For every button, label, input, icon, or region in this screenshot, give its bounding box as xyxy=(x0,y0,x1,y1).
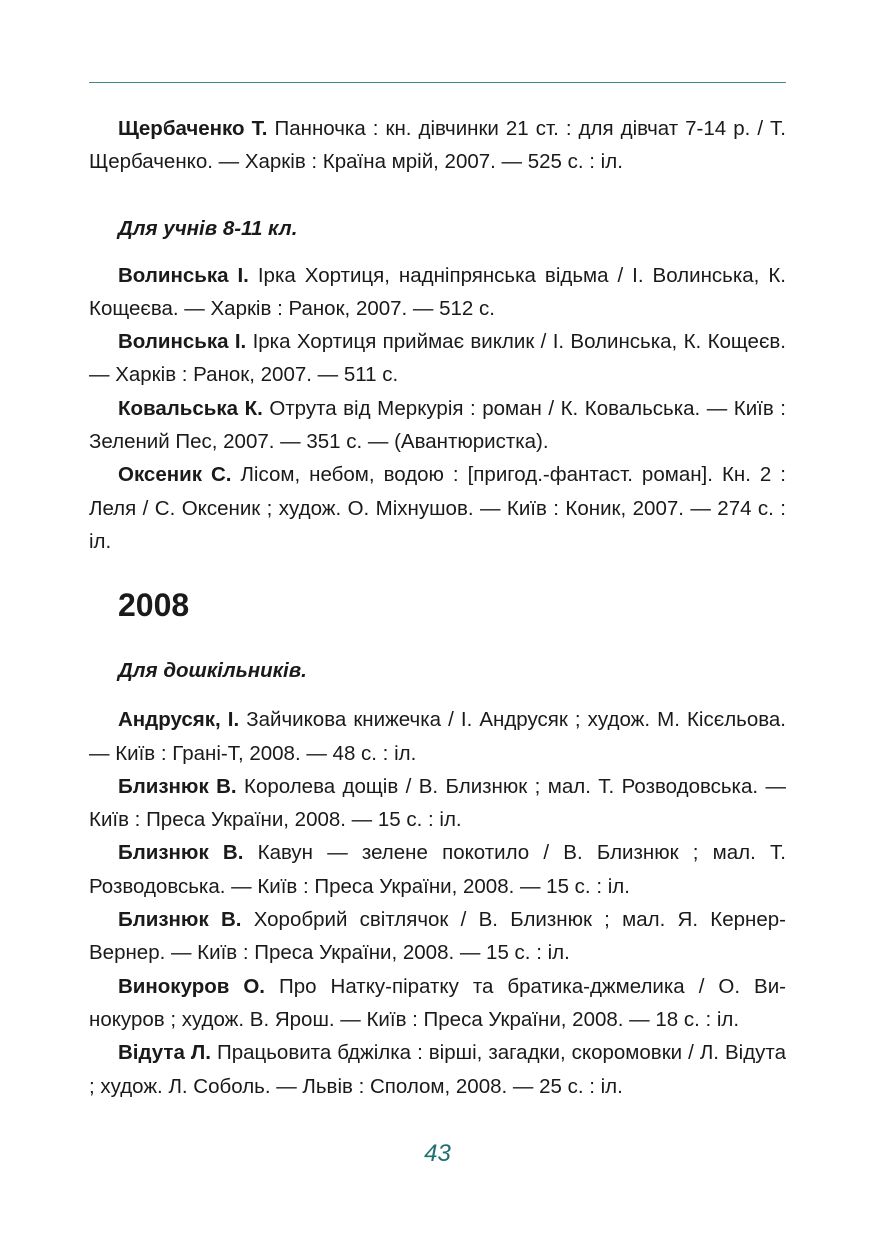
entry-text: Панночка : кн. дівчинки 21 ст. : для дівчат 7-14 р. / Т. Щербаченко. — Харків : Країна мрій, 2007. — 525 с. : іл. xyxy=(89,117,786,174)
entry-text: Отрута від Меркурія : роман / К. Ковальська. — Київ : Зелений Пес, 2007. — 351 с. — (Авантюристка). xyxy=(89,396,786,454)
bibliography-entry xyxy=(89,770,786,837)
entry-text: Про Натку-піратку та братика-джмелика / О. Винокуров ; худож. В. Ярош. — Київ : Преса України, 2008. — 18 с. : іл. xyxy=(89,974,786,1031)
bibliography-entry xyxy=(89,392,786,459)
entry-text: Хоробрий світлячок / В. Близнюк ; мал. Я. Кернер-Вернер. — Київ : Преса України, 2008. — 15 с. : іл. xyxy=(89,908,786,965)
entry-text: Працьовита бджілка : вірші, загадки, скоромовки / Л. Відута ; худож. Л. Соболь. — Львів : Сполом, 2008. — 25 с. : іл. xyxy=(89,1041,786,1098)
entry-author: Відута Л. xyxy=(118,1041,211,1065)
entry-author: Оксеник С. xyxy=(118,463,232,487)
entry-text: Ірка Хортиця приймає виклик / І. Волинська, К. Кощеєв. — Харків : Ранок, 2007. — 511 с. xyxy=(89,330,786,387)
entry-author: Близнюк В. xyxy=(118,841,244,865)
bibliography-entry xyxy=(89,112,786,179)
year-heading: 2008 xyxy=(118,587,190,624)
entry-text: Королева дощів / В. Близнюк ; мал. Т. Розводовська. — Київ : Преса України, 2008. — 15 с. : іл. xyxy=(89,774,786,832)
bibliography-entry xyxy=(89,259,786,326)
entry-text: Ірка Хортиця, надніпрянська відьма / І. Волинська, К. Кощеєва. — Харків : Ранок, 2007. — 512 с. xyxy=(89,263,786,320)
bibliography-entry xyxy=(89,1036,786,1103)
page-content xyxy=(89,112,786,1103)
bibliography-entry xyxy=(89,703,786,770)
entry-author: Ковальська К. xyxy=(118,396,263,420)
entry-author: Близнюк В. xyxy=(118,908,242,932)
bibliography-entry xyxy=(89,458,786,558)
entry-author: Андрусяк, І. xyxy=(118,708,240,732)
entry-text: Зайчикова книжечка / І. Андрусяк ; худож. М. Кісєльова. — Київ : Грані-Т, 2008. — 48 с. : іл. xyxy=(89,708,786,765)
entry-text: Лісом, небом, водою : [пригод.-фантаст. роман]. Кн. 2 : Леля / С. Оксеник ; худож. О. Міхнушов. — Київ : Коник, 2007. — 274 с. : іл. xyxy=(89,463,786,553)
entry-author: Волинська І. xyxy=(118,330,247,354)
header-rule xyxy=(89,82,786,83)
bibliography-entry xyxy=(89,970,786,1037)
section-label-preschoolers: Для дошкільників. xyxy=(118,659,307,683)
entry-text: Кавун — зелене покотило / В. Близнюк ; мал. Т. Розводовська. — Київ : Преса України, 2008. — 15 с. : іл. xyxy=(89,841,786,898)
entry-author: Щербаченко Т. xyxy=(118,117,268,140)
section-label-grades-8-11: Для учнів 8-11 кл. xyxy=(118,216,298,240)
entry-author: Близнюк В. xyxy=(118,774,237,798)
bibliography-entry xyxy=(89,325,786,392)
bibliography-entry xyxy=(89,836,786,903)
page-number: 43 xyxy=(424,1140,451,1167)
entry-author: Волинська І. xyxy=(118,263,249,287)
entry-author: Винокуров О. xyxy=(118,974,265,998)
bibliography-entry xyxy=(89,903,786,970)
